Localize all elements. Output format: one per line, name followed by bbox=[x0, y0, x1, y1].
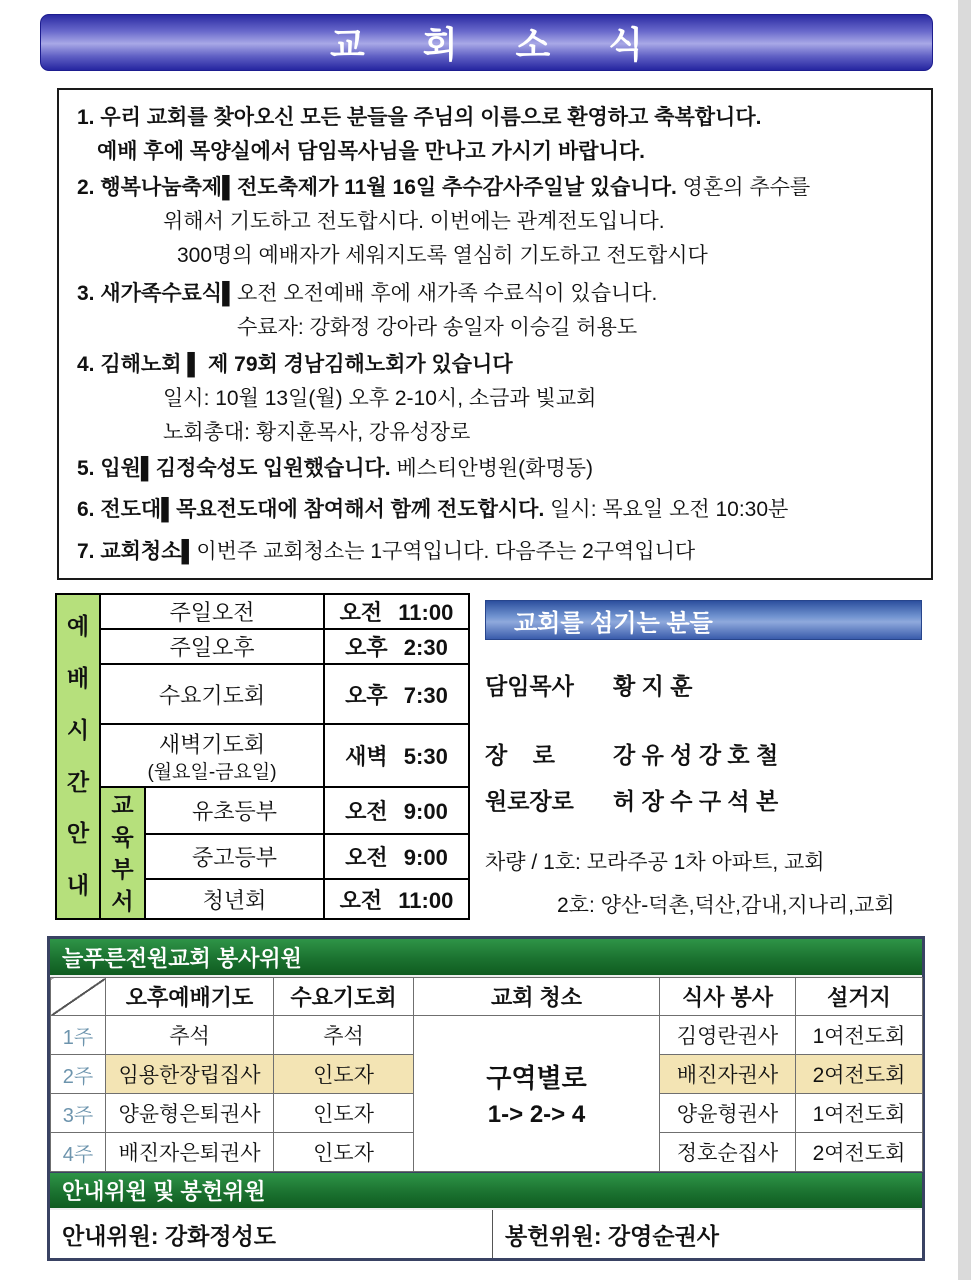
cleaning-merged-cell bbox=[414, 1016, 660, 1172]
announcement-text: 일시: 10월 13일(월) 오후 2-10시, 소금과 빛교회 bbox=[163, 387, 597, 410]
committee-title: 안내위원 및 봉헌위원 bbox=[62, 1179, 266, 1204]
announcement-line bbox=[75, 205, 923, 239]
worship-service-time: 오전 9:00 bbox=[324, 787, 469, 834]
serving-role-names: 허 장 수 구 석 본 bbox=[613, 788, 779, 814]
worship-service-time: 오후 7:30 bbox=[324, 664, 469, 724]
announcement-text: 7. 교회청소▌ bbox=[77, 540, 197, 563]
vehicle-route-1: 차량 / 1호: 모라주공 1차 아파트, 교회 bbox=[485, 851, 825, 874]
announcement-line bbox=[75, 348, 923, 382]
table-cell: 추석 bbox=[274, 1016, 414, 1055]
scrollbar-track[interactable] bbox=[958, 0, 971, 1280]
announcement-text: 5. 입원▌김정숙성도 입원했습니다. bbox=[77, 457, 391, 480]
vehicle-route-2: 2호: 양산-덕촌,덕산,감내,지나리,교회 bbox=[557, 894, 895, 917]
serving-title-banner bbox=[485, 600, 922, 640]
table-cell: 인도자 bbox=[274, 1055, 414, 1094]
announcement-text: 3. 새가족수료식▌ bbox=[77, 282, 237, 305]
announcement-text: 6. 전도대▌목요전도대에 참여해서 함께 전도합시다. bbox=[77, 498, 545, 521]
announcement-text: 노회총대: 황지훈목사, 강유성장로 bbox=[163, 421, 471, 444]
offering-committee: 봉헌위원: 강영순권사 bbox=[505, 1222, 720, 1249]
announcement-text: 2. 행복나눔축제▌전도축제가 11월 16일 추수감사주일날 있습니다. bbox=[77, 176, 677, 199]
week-label: 1주 bbox=[51, 1016, 106, 1055]
announcement-text: 300명의 예배자가 세워지도록 열심히 기도하고 전도합시다 bbox=[177, 244, 708, 267]
worship-service-time: 오전 11:00 bbox=[324, 879, 469, 919]
table-cell: 인도자 bbox=[274, 1133, 414, 1172]
worship-side-label: 예배시간안내 bbox=[56, 594, 100, 919]
column-header: 설거지 bbox=[796, 978, 923, 1016]
column-header: 교회 청소 bbox=[414, 978, 660, 1016]
announcement-line bbox=[75, 535, 923, 569]
serving-section bbox=[485, 600, 922, 919]
worship-time-table bbox=[55, 593, 470, 920]
announcement-text: 위해서 기도하고 전도합시다. 이번에는 관계전도입니다. bbox=[163, 210, 665, 233]
worship-service-name: 주일오후 bbox=[100, 629, 324, 664]
week-label: 4주 bbox=[51, 1133, 106, 1172]
worship-service-name: 유초등부 bbox=[145, 787, 324, 834]
announcement-line bbox=[75, 452, 923, 486]
worship-service-name: 수요기도회 bbox=[100, 664, 324, 724]
column-header: 식사 봉사 bbox=[660, 978, 796, 1016]
serving-title: 교회를 섬기는 분들 bbox=[514, 609, 713, 637]
announcement-text: 영혼의 추수를 bbox=[676, 176, 811, 199]
serving-role-label: 장 로 bbox=[485, 742, 555, 768]
serving-role-label: 담임목사 bbox=[485, 673, 574, 699]
page-title: 교 회 소 식 bbox=[329, 24, 668, 65]
week-label: 2주 bbox=[51, 1055, 106, 1094]
page-title-banner bbox=[40, 14, 933, 71]
worship-service-time: 새벽 5:30 bbox=[324, 724, 469, 787]
table-cell: 배진자은퇴권사 bbox=[106, 1133, 274, 1172]
worship-service-name: 새벽기도회 (월요일-금요일) bbox=[100, 724, 324, 787]
table-cell: 추석 bbox=[106, 1016, 274, 1055]
column-header: 오후예배기도 bbox=[106, 978, 274, 1016]
table-cell: 임용한장립집사 bbox=[106, 1055, 274, 1094]
announcement-line bbox=[75, 277, 923, 311]
announcement-text: 1. 우리 교회를 찾아오신 모든 분들을 주님의 이름으로 환영하고 축복합니다. bbox=[77, 106, 762, 129]
table-cell: 양윤형권사 bbox=[660, 1094, 796, 1133]
diagonal-corner-cell bbox=[51, 978, 106, 1016]
announcement-line bbox=[75, 382, 923, 416]
announcement-text: 오전 오전예배 후에 새가족 수료식이 있습니다. bbox=[236, 282, 658, 305]
worship-service-name: 주일오전 bbox=[100, 594, 324, 629]
announcements-box bbox=[57, 88, 933, 580]
table-cell: 인도자 bbox=[274, 1094, 414, 1133]
announcement-line bbox=[75, 416, 923, 450]
announcement-text: 이번주 교회청소는 1구역입니다. 다음주는 2구역입니다 bbox=[196, 540, 696, 563]
announcement-text: 예배 후에 목양실에서 담임목사님을 만나고 가시기 바랍니다. bbox=[97, 140, 645, 163]
volunteer-title-bar bbox=[50, 939, 922, 977]
committee-title-bar bbox=[50, 1172, 922, 1210]
serving-row-pastor bbox=[485, 668, 922, 701]
table-cell: 정호순집사 bbox=[660, 1133, 796, 1172]
announcement-line bbox=[75, 239, 923, 273]
table-cell: 2여전도회 bbox=[796, 1055, 923, 1094]
serving-row-emeritus-elder bbox=[485, 783, 922, 816]
worship-service-time: 오후 2:30 bbox=[324, 629, 469, 664]
serving-role-label: 원로장로 bbox=[485, 788, 574, 814]
announcement-line bbox=[75, 101, 923, 135]
cleaning-line2: 1-> 2-> 4 bbox=[487, 1101, 586, 1128]
announcement-text: 일시: 목요일 오전 10:30분 bbox=[544, 498, 789, 521]
usher-committee: 안내위원: 강화정성도 bbox=[50, 1210, 493, 1258]
committee-row bbox=[50, 1210, 922, 1258]
announcement-text: 수료자: 강화정 강아라 송일자 이승길 허용도 bbox=[237, 316, 638, 339]
announcement-line bbox=[75, 171, 923, 205]
table-cell: 1여전도회 bbox=[796, 1016, 923, 1055]
worship-service-name: 중고등부 bbox=[145, 834, 324, 879]
worship-edu-label: 교육부서 bbox=[100, 787, 145, 919]
worship-service-name: 청년회 bbox=[145, 879, 324, 919]
volunteer-title: 늘푸른전원교회 봉사위원 bbox=[62, 945, 302, 971]
table-cell: 2여전도회 bbox=[796, 1133, 923, 1172]
volunteer-table bbox=[47, 936, 925, 1261]
table-cell: 김영란권사 bbox=[660, 1016, 796, 1055]
announcement-line bbox=[75, 311, 923, 345]
worship-service-time: 오전 9:00 bbox=[324, 834, 469, 879]
table-cell: 양윤형은퇴권사 bbox=[106, 1094, 274, 1133]
announcement-line bbox=[75, 135, 923, 169]
cleaning-line1: 구역별로 bbox=[486, 1063, 587, 1093]
week-label: 3주 bbox=[51, 1094, 106, 1133]
serving-role-names: 황 지 훈 bbox=[613, 673, 693, 699]
serving-role-names: 강 유 성 강 호 철 bbox=[613, 742, 779, 768]
table-cell: 1여전도회 bbox=[796, 1094, 923, 1133]
worship-service-time: 오전 11:00 bbox=[324, 594, 469, 629]
serving-row-elder bbox=[485, 737, 922, 770]
column-header: 수요기도회 bbox=[274, 978, 414, 1016]
table-cell: 배진자권사 bbox=[660, 1055, 796, 1094]
announcement-text: 베스티안병원(화명동) bbox=[390, 457, 594, 480]
announcement-text: 4. 김해노회 ▌ 제 79회 경남김해노회가 있습니다 bbox=[77, 353, 513, 376]
announcement-line bbox=[75, 493, 923, 527]
